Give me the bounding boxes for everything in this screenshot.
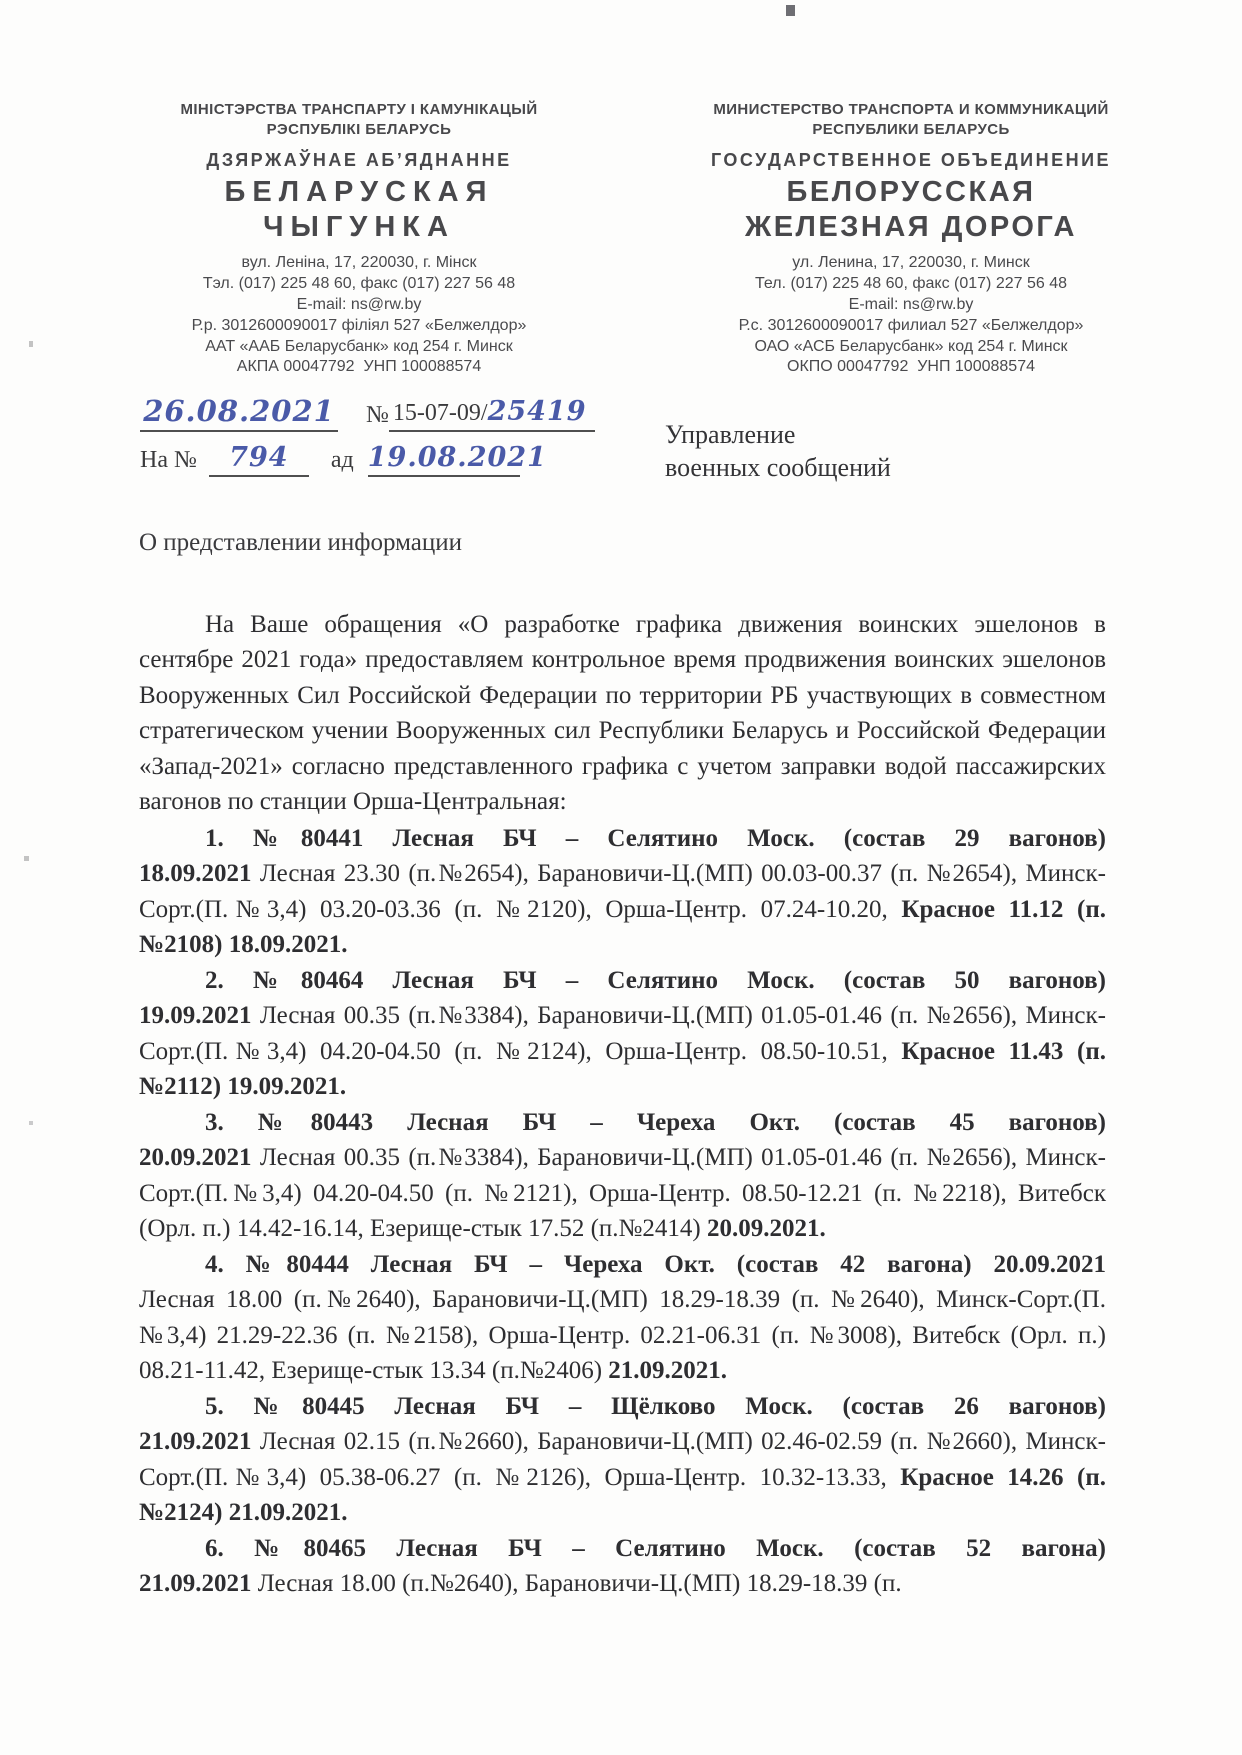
- bank-line: ААТ «ААБ Беларусбанк» код 254 г. Минск: [205, 337, 513, 355]
- train-item-arrival: 20.09.2021.: [706, 1215, 826, 1243]
- codes-line: ОКПО 00047792 УНП 100088574: [787, 358, 1035, 376]
- train-item-route: Лесная 18.00 (п.№2640), Барановичи-Ц.(МП) 18.29-18.39 (п.: [251, 1570, 902, 1598]
- train-item-header: 1. №80441 Лесная БЧ – Селятино Моск. (состав 29 вагонов): [205, 824, 1106, 852]
- outgoing-number-handwritten: 25419: [487, 396, 587, 428]
- train-item-header: 5. №80445 Лесная БЧ – Щёлково Моск. (состав 26 вагонов): [205, 1392, 1106, 1420]
- ministry-line2: РЭСПУБЛІКІ БЕЛАРУСЬ: [266, 120, 452, 138]
- scan-speck: [29, 341, 33, 347]
- train-item-route: Лесная 18.00 (п.№2640), Барановичи-Ц.(МП) 18.29-18.39 (п. №2640), Минск-Сорт.(П.№3,4) 21.29-22.36 (п. №2158), Орша-Центр. 02.21-06.31 (п. №3008), Витебск (Орл. п.) 08.21-11.42, Езерище-стык 13.34 (п.№2406): [139, 1286, 1106, 1385]
- train-item-route: Лесная 23.30 (п.№2654), Барановичи-Ц.(МП) 00.03-00.37 (п. №2654), Минск-Сорт.(П.№3,4) 03.20-03.36 (п. №2120), Орша-Центр. 07.24-10.20,: [139, 860, 1106, 923]
- addressee-block: [665, 394, 891, 485]
- train-item-date: 21.09.2021: [139, 1428, 252, 1456]
- reply-from-label: ад: [330, 447, 354, 474]
- train-item-arrival: 21.09.2021.: [608, 1357, 728, 1385]
- letterhead-belarusian: [96, 100, 622, 378]
- codes-line: АКПА 00047792 УНП 100088574: [236, 358, 482, 376]
- contacts-ru: [648, 253, 1174, 378]
- train-item-route: Лесная 02.15 (п.№2660), Барановичи-Ц.(МП) 02.46-02.59 (п. №2660), Минск-Сорт.(П.№3,4) 05.38-06.27 (п. №2126), Орша-Центр. 10.32-13.33,: [139, 1428, 1106, 1491]
- train-item-date: 21.09.2021: [139, 1570, 252, 1598]
- org-type-by: ДЗЯРЖАЎНАЕ АБ’ЯДНАННЕ: [206, 149, 512, 170]
- scan-speck: [29, 1121, 33, 1125]
- train-item-3: [139, 1105, 1106, 1247]
- number-sign: №: [366, 402, 389, 429]
- ministry-line1: МІНІСТЭРСТВА ТРАНСПАРТУ І КАМУНІКАЦЫЙ: [180, 101, 538, 118]
- train-item-header: 3. №80443 Лесная БЧ – Череха Окт. (состав 45 вагонов): [205, 1108, 1106, 1136]
- contacts-by: [96, 253, 622, 378]
- ministry-line1: МИНИСТЕРСТВО ТРАНСПОРТА И КОММУНИКАЦИЙ: [713, 101, 1109, 118]
- outgoing-row: [140, 394, 615, 432]
- reference-block: [140, 394, 615, 485]
- train-item-1: [139, 821, 1106, 963]
- letterhead: [0, 0, 1242, 378]
- address-line: ул. Ленина, 17, 220030, г. Минск: [792, 254, 1030, 272]
- train-item-5: [139, 1389, 1106, 1531]
- train-item-header: 2. №80464 Лесная БЧ – Селятино Моск. (состав 50 вагонов): [205, 966, 1106, 994]
- incoming-row: [140, 442, 615, 477]
- letter-body: [139, 607, 1106, 1602]
- train-item-date: 19.09.2021: [139, 1002, 252, 1030]
- account-line: Р.с. 3012600090017 филиал 527 «Белжелдор»: [738, 316, 1084, 334]
- subject-line: О представлении информации: [139, 528, 462, 556]
- outgoing-number-printed: 15-07-09/: [392, 400, 488, 427]
- train-item-arrival: Красное 11.12 (п. №2108) 18.09.2021.: [139, 895, 1106, 959]
- email-line: E-mail: ns@rw.by: [296, 295, 422, 313]
- org-name-line1: БЕЛОРУССКАЯ: [786, 175, 1036, 208]
- ministry-name-ru: [648, 100, 1174, 140]
- reply-number-handwritten: 794: [209, 442, 309, 477]
- reference-section: [0, 394, 1242, 485]
- train-item-route: Лесная 00.35 (п.№3384), Барановичи-Ц.(МП) 01.05-01.46 (п. №2656), Минск-Сорт.(П.№3,4) 04.20-04.50 (п. №2121), Орша-Центр. 08.50-12.21 (п. №2218), Витебск (Орл. п.) 14.42-16.14, Езерище-стык 17.52 (п.№2414): [139, 1144, 1106, 1243]
- account-line: Р.р. 3012600090017 філіял 527 «Белжелдор»: [191, 316, 527, 334]
- ministry-name-by: [96, 100, 622, 140]
- train-item-arrival: Красное 11.43 (п. №2112) 19.09.2021.: [139, 1037, 1106, 1101]
- phone-line: Тел. (017) 225 48 60, факс (017) 227 56 48: [755, 275, 1067, 293]
- email-line: E-mail: ns@rw.by: [848, 295, 974, 313]
- train-item-6: [139, 1531, 1106, 1602]
- addressee-line1: Управление: [665, 420, 796, 450]
- org-name-line1: БЕЛАРУСКАЯ: [224, 175, 494, 208]
- org-type-ru: ГОСУДАРСТВЕННОЕ ОБЪЕДИНЕНИЕ: [710, 149, 1112, 170]
- train-item-date: 20.09.2021: [139, 1144, 252, 1172]
- reply-date-handwritten: 19.08.2021: [368, 442, 520, 477]
- train-item-route: Лесная 00.35 (п.№3384), Барановичи-Ц.(МП) 01.05-01.46 (п. №2656), Минск-Сорт.(П.№3,4) 04.20-04.50 (п. №2124), Орша-Центр. 08.50-10.51,: [139, 1002, 1106, 1065]
- address-line: вул. Леніна, 17, 220030, г. Мінск: [241, 254, 477, 272]
- ministry-line2: РЕСПУБЛИКИ БЕЛАРУСЬ: [812, 120, 1010, 138]
- train-item-date: 18.09.2021: [139, 860, 252, 888]
- addressee-line2: военных сообщений: [665, 453, 891, 483]
- org-name-by: [96, 175, 622, 246]
- scan-speck: [24, 856, 29, 861]
- train-item-2: [139, 963, 1106, 1105]
- letterhead-russian: [648, 100, 1174, 378]
- train-item-header: 6. №80465 Лесная БЧ – Селятино Моск. (состав 52 вагона): [205, 1534, 1106, 1562]
- intro-paragraph: На Ваше обращения «О разработке графика движения воинских эшелонов в сентябре 2021 года» предоставляем контрольное время продвижения воинских эшелонов Вооруженных Сил Российской Федерации по территории РБ участвующих в совместном стратегическом учении Вооруженных сил Республики Беларусь и Российской Федерации «Запад-2021» согласно представленного графика с учетом заправки водой пассажирских вагонов по станции Орша-Центральная:: [139, 610, 1106, 816]
- bank-line: ОАО «АСБ Беларусбанк» код 254 г. Минск: [754, 337, 1068, 355]
- org-name-line2: ЧЫГУНКА: [263, 210, 455, 243]
- org-name-line2: ЖЕЛЕЗНАЯ ДОРОГА: [745, 210, 1077, 243]
- phone-line: Тэл. (017) 225 48 60, факс (017) 227 56 48: [202, 275, 516, 293]
- scan-speck: [786, 5, 795, 16]
- train-item-header: 4. №80444 Лесная БЧ – Череха Окт. (состав 42 вагона) 20.09.2021: [205, 1250, 1106, 1278]
- outgoing-date-handwritten: 26.08.2021: [140, 394, 338, 432]
- train-item-arrival: Красное 14.26 (п. №2124) 21.09.2021.: [139, 1463, 1107, 1527]
- org-name-ru: [648, 175, 1174, 246]
- outgoing-number: [389, 396, 595, 432]
- train-item-4: [139, 1247, 1106, 1389]
- reply-label: На №: [140, 447, 197, 474]
